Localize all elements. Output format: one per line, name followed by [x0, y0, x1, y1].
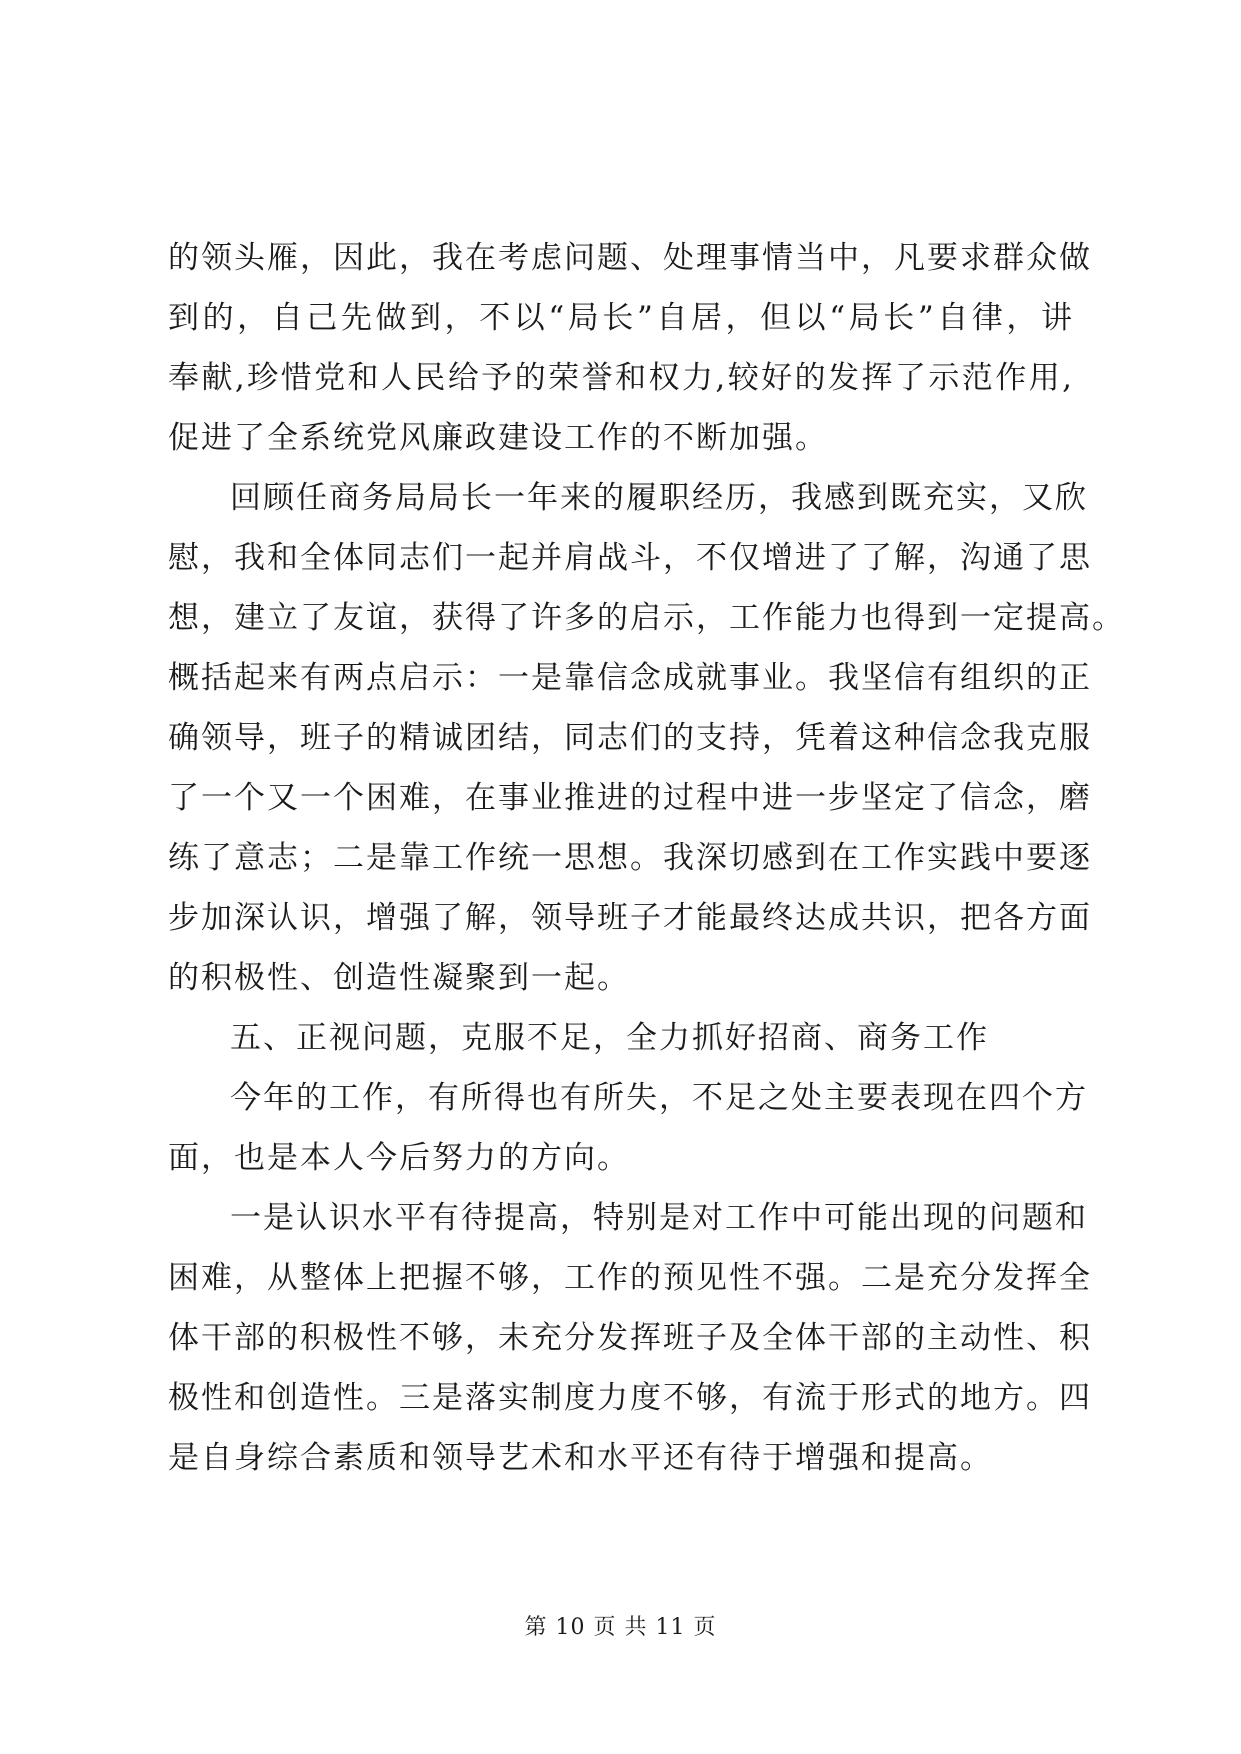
text-line: 体干部的积极性不够，未充分发挥班子及全体干部的主动性、积: [168, 1320, 1092, 1356]
text-line: 是自身综合素质和领导艺术和水平还有待于增强和提高。: [168, 1440, 993, 1476]
text-line: 想，建立了友谊，获得了许多的启示，工作能力也得到一定提高。: [168, 600, 1125, 636]
text-line: 步加深认识，增强了解，领导班子才能最终达成共识，把各方面: [168, 900, 1092, 936]
body-text: [168, 228, 1125, 1488]
text-line: 困难，从整体上把握不够，工作的预见性不强。二是充分发挥全: [168, 1260, 1092, 1296]
text-line: 奉献,珍惜党和人民给予的荣誉和权力,较好的发挥了示范作用,: [168, 360, 1074, 396]
text-line: 练了意志；二是靠工作统一思想。我深切感到在工作实践中要逐: [168, 840, 1092, 876]
text-line: 的领头雁，因此，我在考虑问题、处理事情当中，凡要求群众做: [168, 240, 1092, 276]
section-heading: 五、正视问题，克服不足，全力抓好招商、商务工作: [230, 1020, 989, 1056]
text-line: 慰，我和全体同志们一起并肩战斗，不仅增进了了解，沟通了思: [168, 540, 1092, 576]
text-line: 面，也是本人今后努力的方向。: [168, 1140, 630, 1176]
text-line: 促进了全系统党风廉政建设工作的不断加强。: [168, 420, 828, 456]
text-line: 了一个又一个困难，在事业推进的过程中进一步坚定了信念，磨: [168, 780, 1092, 816]
text-line: 确领导，班子的精诚团结，同志们的支持，凭着这种信念我克服: [168, 720, 1092, 756]
page-number-footer: 第 10 页 共 11 页: [524, 1615, 717, 1640]
text-line: 回顾任商务局局长一年来的履职经历，我感到既充实，又欣: [230, 480, 1088, 516]
text-line: 概括起来有两点启示：一是靠信念成就事业。我坚信有组织的正: [168, 660, 1092, 696]
text-line: 到的，自己先做到，不以“局长”自居，但以“局长”自律，讲: [168, 300, 1074, 336]
text-line: 极性和创造性。三是落实制度力度不够，有流于形式的地方。四: [168, 1380, 1092, 1416]
text-line: 今年的工作，有所得也有所失，不足之处主要表现在四个方: [230, 1080, 1088, 1116]
text-line: 的积极性、创造性凝聚到一起。: [168, 960, 630, 996]
text-line: 一是认识水平有待提高，特别是对工作中可能出现的问题和: [230, 1200, 1088, 1236]
